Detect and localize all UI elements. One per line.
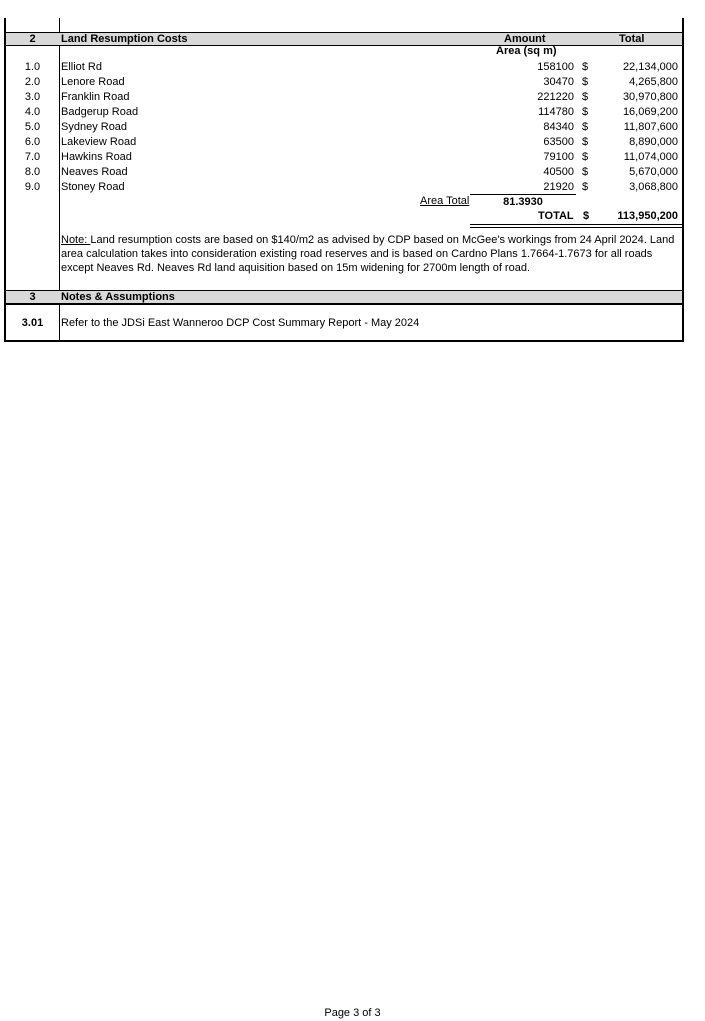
note-paragraph <box>61 233 683 275</box>
grand-total-value: 113,950,200 <box>617 210 678 222</box>
area-header: Area (sq m) <box>496 45 557 57</box>
table-row <box>6 75 682 90</box>
row-number: 1.0 <box>24 61 41 73</box>
row-area: 40500 <box>543 166 574 178</box>
table-row <box>6 105 682 120</box>
row-dollar: $ <box>582 181 589 193</box>
row-total: 4,265,800 <box>629 76 678 88</box>
section-number: 2 <box>29 33 36 45</box>
table-row <box>6 180 682 195</box>
row-total: 11,074,000 <box>623 151 678 163</box>
area-total-label: Area Total <box>420 195 470 207</box>
row-number: 9.0 <box>24 181 41 193</box>
row-dollar: $ <box>582 76 589 88</box>
row-number: 3.0 <box>24 91 41 103</box>
row-total: 8,890,000 <box>629 136 678 148</box>
row-area: 158100 <box>537 61 574 73</box>
row-dollar: $ <box>582 61 589 73</box>
row-dollar: $ <box>582 91 589 103</box>
row-total: 3,068,800 <box>629 181 678 193</box>
area-total-value: 81.3930 <box>470 194 576 210</box>
item-number: 3.01 <box>21 317 44 329</box>
row-area: 114780 <box>538 106 574 118</box>
amount-header: Amount <box>504 33 546 45</box>
row-area: 30470 <box>543 76 574 88</box>
section-title: Notes & Assumptions <box>61 291 175 303</box>
row-total: 30,970,800 <box>622 91 678 103</box>
row-label: Lakeview Road <box>61 136 137 148</box>
section-number: 3 <box>29 291 36 303</box>
row-number: 6.0 <box>24 136 41 148</box>
row-label: Franklin Road <box>61 91 130 103</box>
row-label: Sydney Road <box>61 121 128 133</box>
row-dollar: $ <box>582 106 589 118</box>
row-number: 4.0 <box>24 106 41 118</box>
table-row <box>6 120 682 135</box>
page-footer: Page 3 of 3 <box>324 1007 381 1019</box>
row-label: Stoney Road <box>61 181 125 193</box>
double-underline <box>470 224 682 228</box>
table-row <box>6 90 682 105</box>
table-row <box>6 165 682 180</box>
row-label: Elliot Rd <box>61 61 102 73</box>
row-dollar: $ <box>582 121 589 133</box>
row-area: 63500 <box>543 136 574 148</box>
grand-total-label: TOTAL <box>538 210 574 222</box>
total-header: Total <box>619 33 645 45</box>
row-area: 79100 <box>543 151 574 163</box>
row-number: 2.0 <box>24 76 41 88</box>
row-total: 5,670,000 <box>629 166 678 178</box>
row-dollar: $ <box>582 136 589 148</box>
row-area: 21920 <box>543 181 574 193</box>
row-label: Neaves Road <box>61 166 128 178</box>
table-row <box>6 150 682 165</box>
row-area: 221220 <box>537 91 574 103</box>
grand-total-dollar: $ <box>583 210 590 222</box>
row-number: 5.0 <box>24 121 41 133</box>
row-total: 22,134,000 <box>622 61 678 73</box>
row-label: Lenore Road <box>61 76 125 88</box>
row-total: 16,069,200 <box>622 106 678 118</box>
row-area: 84340 <box>543 121 574 133</box>
row-dollar: $ <box>582 151 589 163</box>
section-title: Land Resumption Costs <box>61 33 188 45</box>
row-total: 11,807,600 <box>623 121 678 133</box>
section-header-land-resumption <box>6 32 682 46</box>
cost-sheet <box>4 18 684 342</box>
row-dollar: $ <box>582 166 589 178</box>
row-number: 8.0 <box>24 166 41 178</box>
table-row <box>6 135 682 150</box>
note-text: Land resumption costs are based on $140/m2 as advised by CDP based on McGee's workings from 24 April 2024. Land area calculation takes into consideration existing road reserves and is based on Cardno Plans 1.7664-1.7673 for all roads except Neaves Rd. Neaves Rd land aquisition based on 15m widening for 2700m length of road. <box>61 234 675 274</box>
row-number: 7.0 <box>24 151 41 163</box>
table-row <box>6 60 682 75</box>
section-header-notes <box>6 290 682 304</box>
note-label: Note: <box>61 234 91 246</box>
row-label: Hawkins Road <box>61 151 132 163</box>
item-text: Refer to the JDSi East Wanneroo DCP Cost Summary Report - May 2024 <box>61 317 420 329</box>
divider <box>6 304 682 305</box>
row-label: Badgerup Road <box>61 106 139 118</box>
